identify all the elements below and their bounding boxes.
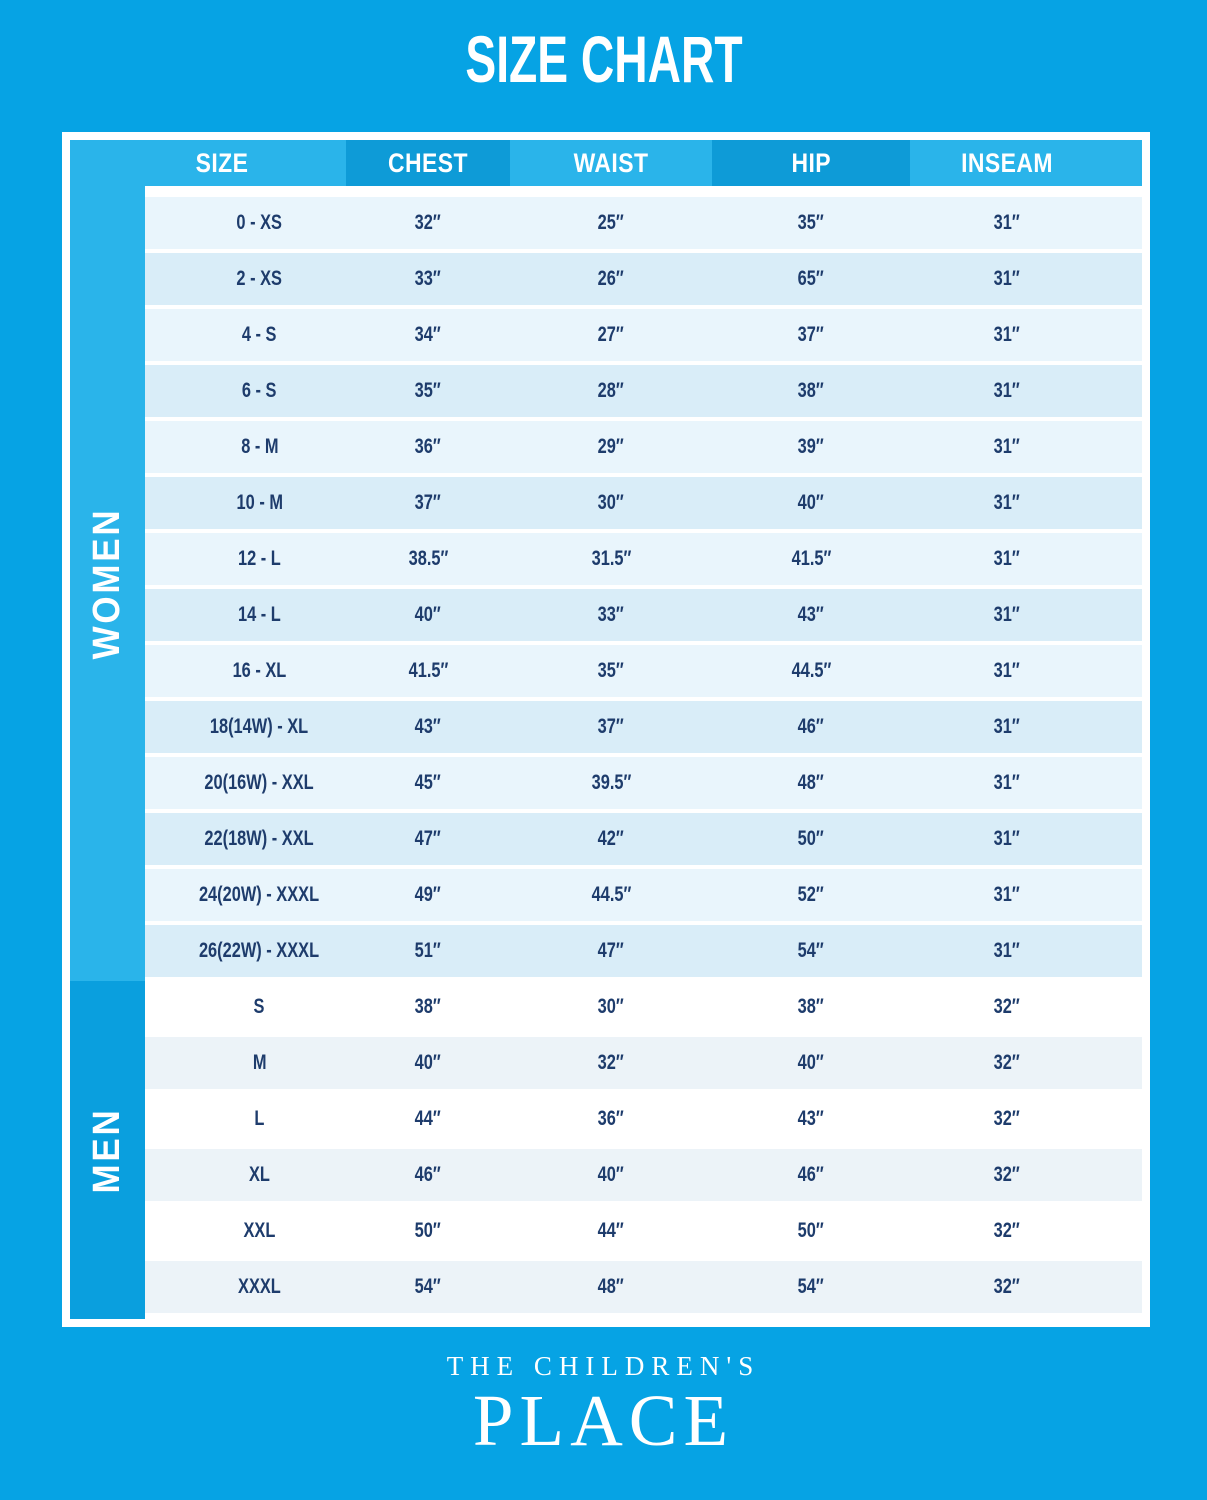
table-row xyxy=(145,1149,1142,1201)
column-header-size xyxy=(70,140,346,186)
cell-value: 31″ xyxy=(993,547,1021,570)
cell-value: 54″ xyxy=(797,939,825,962)
inseam-cell xyxy=(910,981,1142,1033)
chest-cell xyxy=(346,421,510,473)
column-header-inseam xyxy=(910,140,1142,186)
cell-value: 38″ xyxy=(797,995,825,1018)
hip-cell xyxy=(712,1037,910,1089)
section-label-women: WOMEN xyxy=(86,507,128,660)
waist-cell xyxy=(510,981,712,1033)
cell-value: 25″ xyxy=(597,211,625,234)
chest-cell xyxy=(346,589,510,641)
table-row xyxy=(145,1261,1142,1313)
table-row xyxy=(145,701,1142,753)
cell-value: M xyxy=(252,1051,267,1074)
waist-cell xyxy=(510,925,712,977)
size-cell xyxy=(145,701,346,753)
table-row xyxy=(145,421,1142,473)
hip-cell xyxy=(712,421,910,473)
inseam-cell xyxy=(910,421,1142,473)
hip-cell xyxy=(712,757,910,809)
table-row xyxy=(145,365,1142,417)
size-cell xyxy=(145,253,346,305)
inseam-cell xyxy=(910,1149,1142,1201)
inseam-cell xyxy=(910,1093,1142,1145)
cell-value: 40″ xyxy=(797,1051,825,1074)
waist-cell xyxy=(510,869,712,921)
column-header-label: WAIST xyxy=(573,147,649,178)
inseam-cell xyxy=(910,197,1142,249)
cell-value: 41.5″ xyxy=(408,659,448,682)
chest-cell xyxy=(346,533,510,585)
cell-value: 43″ xyxy=(414,715,442,738)
column-header-label: INSEAM xyxy=(961,147,1053,178)
cell-value: 36″ xyxy=(597,1107,625,1130)
size-cell xyxy=(145,925,346,977)
hip-cell xyxy=(712,197,910,249)
cell-value: 31″ xyxy=(993,211,1021,234)
column-header-label: CHEST xyxy=(388,147,468,178)
column-header-chest xyxy=(346,140,510,186)
chest-cell xyxy=(346,981,510,1033)
cell-value: 51″ xyxy=(414,939,442,962)
inseam-cell xyxy=(910,253,1142,305)
hip-cell xyxy=(712,589,910,641)
waist-cell xyxy=(510,365,712,417)
hip-cell xyxy=(712,701,910,753)
table-header-row xyxy=(70,140,1142,186)
cell-value: 16 - XL xyxy=(232,659,287,682)
size-cell xyxy=(145,1093,346,1145)
cell-value: 32″ xyxy=(993,1107,1021,1130)
cell-value: 54″ xyxy=(797,1275,825,1298)
cell-value: 32″ xyxy=(993,1275,1021,1298)
table-row xyxy=(145,869,1142,921)
cell-value: 31″ xyxy=(993,659,1021,682)
cell-value: 49″ xyxy=(414,883,442,906)
chest-cell xyxy=(346,1037,510,1089)
column-header-label: SIZE xyxy=(195,147,249,178)
cell-value: 33″ xyxy=(597,603,625,626)
cell-value: 31″ xyxy=(993,267,1021,290)
hip-cell xyxy=(712,1149,910,1201)
cell-value: 45″ xyxy=(414,771,442,794)
cell-value: 32″ xyxy=(597,1051,625,1074)
cell-value: 20(16W) - XXL xyxy=(204,771,315,794)
size-cell xyxy=(145,1149,346,1201)
table-row xyxy=(145,645,1142,697)
section-strips xyxy=(70,186,145,1319)
cell-value: 44″ xyxy=(414,1107,442,1130)
cell-value: 26″ xyxy=(597,267,625,290)
cell-value: 36″ xyxy=(414,435,442,458)
table-row xyxy=(145,309,1142,361)
chest-cell xyxy=(346,1205,510,1257)
hip-cell xyxy=(712,365,910,417)
table-row xyxy=(145,981,1142,1033)
cell-value: 4 - S xyxy=(242,323,277,346)
inseam-cell xyxy=(910,365,1142,417)
chest-cell xyxy=(346,701,510,753)
size-cell xyxy=(145,981,346,1033)
waist-cell xyxy=(510,1261,712,1313)
cell-value: 31.5″ xyxy=(591,547,631,570)
chest-cell xyxy=(346,757,510,809)
cell-value: 22(18W) - XXL xyxy=(204,827,315,850)
waist-cell xyxy=(510,589,712,641)
cell-value: 32″ xyxy=(993,1219,1021,1242)
cell-value: 43″ xyxy=(797,603,825,626)
cell-value: 37″ xyxy=(414,491,442,514)
inseam-cell xyxy=(910,701,1142,753)
cell-value: 14 - L xyxy=(238,603,281,626)
inseam-cell xyxy=(910,645,1142,697)
cell-value: 40″ xyxy=(414,603,442,626)
cell-value: 0 - XS xyxy=(236,211,283,234)
section-strip-men xyxy=(70,981,145,1319)
hip-cell xyxy=(712,309,910,361)
cell-value: 31″ xyxy=(993,323,1021,346)
hip-cell xyxy=(712,925,910,977)
waist-cell xyxy=(510,253,712,305)
inseam-cell xyxy=(910,477,1142,529)
table-row xyxy=(145,1205,1142,1257)
cell-value: L xyxy=(254,1107,265,1130)
waist-cell xyxy=(510,701,712,753)
inseam-cell xyxy=(910,309,1142,361)
cell-value: 27″ xyxy=(597,323,625,346)
chest-cell xyxy=(346,477,510,529)
cell-value: 31″ xyxy=(993,883,1021,906)
cell-value: 35″ xyxy=(597,659,625,682)
inseam-cell xyxy=(910,533,1142,585)
waist-cell xyxy=(510,421,712,473)
cell-value: 10 - M xyxy=(236,491,283,514)
column-header-label: HIP xyxy=(791,147,831,178)
chest-cell xyxy=(346,1261,510,1313)
cell-value: 30″ xyxy=(597,995,625,1018)
cell-value: 34″ xyxy=(414,323,442,346)
cell-value: 29″ xyxy=(597,435,625,458)
cell-value: XXXL xyxy=(238,1275,281,1298)
size-cell xyxy=(145,869,346,921)
page-title xyxy=(0,22,1207,96)
table-row xyxy=(145,197,1142,249)
hip-cell xyxy=(712,981,910,1033)
section-strip-women xyxy=(70,186,145,981)
cell-value: 32″ xyxy=(993,995,1021,1018)
cell-value: 47″ xyxy=(597,939,625,962)
cell-value: 40″ xyxy=(597,1163,625,1186)
waist-cell xyxy=(510,197,712,249)
size-cell xyxy=(145,757,346,809)
inseam-cell xyxy=(910,925,1142,977)
hip-cell xyxy=(712,1093,910,1145)
brand-logo xyxy=(0,1350,1207,1462)
cell-value: 54″ xyxy=(414,1275,442,1298)
chest-cell xyxy=(346,869,510,921)
size-cell xyxy=(145,197,346,249)
cell-value: 40″ xyxy=(414,1051,442,1074)
cell-value: 24(20W) - XXXL xyxy=(199,883,320,906)
cell-value: 31″ xyxy=(993,715,1021,738)
cell-value: 28″ xyxy=(597,379,625,402)
table-body xyxy=(70,186,1142,1319)
chest-cell xyxy=(346,1149,510,1201)
cell-value: 50″ xyxy=(414,1219,442,1242)
cell-value: 46″ xyxy=(797,1163,825,1186)
table-row xyxy=(145,253,1142,305)
cell-value: 38.5″ xyxy=(408,547,448,570)
cell-value: 2 - XS xyxy=(236,267,283,290)
inseam-cell xyxy=(910,869,1142,921)
cell-value: 42″ xyxy=(597,827,625,850)
waist-cell xyxy=(510,1093,712,1145)
size-cell xyxy=(145,421,346,473)
table-row xyxy=(145,813,1142,865)
cell-value: 38″ xyxy=(797,379,825,402)
cell-value: 30″ xyxy=(597,491,625,514)
cell-value: 40″ xyxy=(797,491,825,514)
inseam-cell xyxy=(910,1205,1142,1257)
hip-cell xyxy=(712,813,910,865)
size-cell xyxy=(145,1205,346,1257)
cell-value: 31″ xyxy=(993,603,1021,626)
inseam-cell xyxy=(910,813,1142,865)
section-label-men: MEN xyxy=(86,1107,129,1193)
chest-cell xyxy=(346,309,510,361)
cell-value: 18(14W) - XL xyxy=(210,715,309,738)
inseam-cell xyxy=(910,1261,1142,1313)
size-cell xyxy=(145,365,346,417)
cell-value: 47″ xyxy=(414,827,442,850)
chest-cell xyxy=(346,365,510,417)
hip-cell xyxy=(712,253,910,305)
cell-value: 35″ xyxy=(797,211,825,234)
cell-value: XL xyxy=(249,1163,270,1186)
inseam-cell xyxy=(910,757,1142,809)
hip-cell xyxy=(712,1205,910,1257)
table-row xyxy=(145,533,1142,585)
cell-value: S xyxy=(254,995,265,1018)
size-table xyxy=(62,132,1150,1327)
table-rows xyxy=(145,186,1142,1319)
size-cell xyxy=(145,813,346,865)
cell-value: 31″ xyxy=(993,379,1021,402)
cell-value: 31″ xyxy=(993,771,1021,794)
size-cell xyxy=(145,533,346,585)
cell-value: 33″ xyxy=(414,267,442,290)
cell-value: 31″ xyxy=(993,827,1021,850)
size-cell xyxy=(145,645,346,697)
cell-value: 37″ xyxy=(597,715,625,738)
size-cell xyxy=(145,1261,346,1313)
hip-cell xyxy=(712,477,910,529)
cell-value: 26(22W) - XXXL xyxy=(199,939,320,962)
cell-value: 50″ xyxy=(797,827,825,850)
column-header-hip xyxy=(712,140,910,186)
cell-value: 37″ xyxy=(797,323,825,346)
column-header-waist xyxy=(510,140,712,186)
inseam-cell xyxy=(910,1037,1142,1089)
cell-value: 50″ xyxy=(797,1219,825,1242)
cell-value: 65″ xyxy=(797,267,825,290)
cell-value: 32″ xyxy=(414,211,442,234)
table-row xyxy=(145,1093,1142,1145)
cell-value: XXL xyxy=(243,1219,276,1242)
waist-cell xyxy=(510,757,712,809)
cell-value: 31″ xyxy=(993,939,1021,962)
cell-value: 31″ xyxy=(993,435,1021,458)
hip-cell xyxy=(712,869,910,921)
table-row xyxy=(145,925,1142,977)
cell-value: 39.5″ xyxy=(591,771,631,794)
chest-cell xyxy=(346,813,510,865)
cell-value: 38″ xyxy=(414,995,442,1018)
waist-cell xyxy=(510,1037,712,1089)
cell-value: 48″ xyxy=(797,771,825,794)
cell-value: 12 - L xyxy=(238,547,281,570)
hip-cell xyxy=(712,1261,910,1313)
waist-cell xyxy=(510,309,712,361)
chest-cell xyxy=(346,925,510,977)
size-cell xyxy=(145,1037,346,1089)
table-row xyxy=(145,757,1142,809)
cell-value: 41.5″ xyxy=(791,547,831,570)
cell-value: 46″ xyxy=(414,1163,442,1186)
table-row xyxy=(145,1037,1142,1089)
waist-cell xyxy=(510,645,712,697)
chest-cell xyxy=(346,253,510,305)
cell-value: 32″ xyxy=(993,1051,1021,1074)
cell-value: 48″ xyxy=(597,1275,625,1298)
cell-value: 39″ xyxy=(797,435,825,458)
chest-cell xyxy=(346,645,510,697)
waist-cell xyxy=(510,533,712,585)
cell-value: 44″ xyxy=(597,1219,625,1242)
brand-logo-bottom-line: PLACE xyxy=(472,1380,735,1462)
waist-cell xyxy=(510,1149,712,1201)
page-title-text: SIZE CHART xyxy=(464,22,743,96)
cell-value: 52″ xyxy=(797,883,825,906)
size-cell xyxy=(145,477,346,529)
cell-value: 35″ xyxy=(414,379,442,402)
inseam-cell xyxy=(910,589,1142,641)
hip-cell xyxy=(712,533,910,585)
waist-cell xyxy=(510,813,712,865)
waist-cell xyxy=(510,477,712,529)
table-row xyxy=(145,477,1142,529)
cell-value: 43″ xyxy=(797,1107,825,1130)
chest-cell xyxy=(346,1093,510,1145)
cell-value: 44.5″ xyxy=(591,883,631,906)
size-cell xyxy=(145,589,346,641)
table-row xyxy=(145,589,1142,641)
cell-value: 44.5″ xyxy=(791,659,831,682)
waist-cell xyxy=(510,1205,712,1257)
cell-value: 31″ xyxy=(993,491,1021,514)
brand-logo-top-line: THE CHILDREN'S xyxy=(446,1351,761,1381)
chest-cell xyxy=(346,197,510,249)
cell-value: 6 - S xyxy=(242,379,277,402)
cell-value: 32″ xyxy=(993,1163,1021,1186)
cell-value: 8 - M xyxy=(240,435,279,458)
size-cell xyxy=(145,309,346,361)
hip-cell xyxy=(712,645,910,697)
cell-value: 46″ xyxy=(797,715,825,738)
